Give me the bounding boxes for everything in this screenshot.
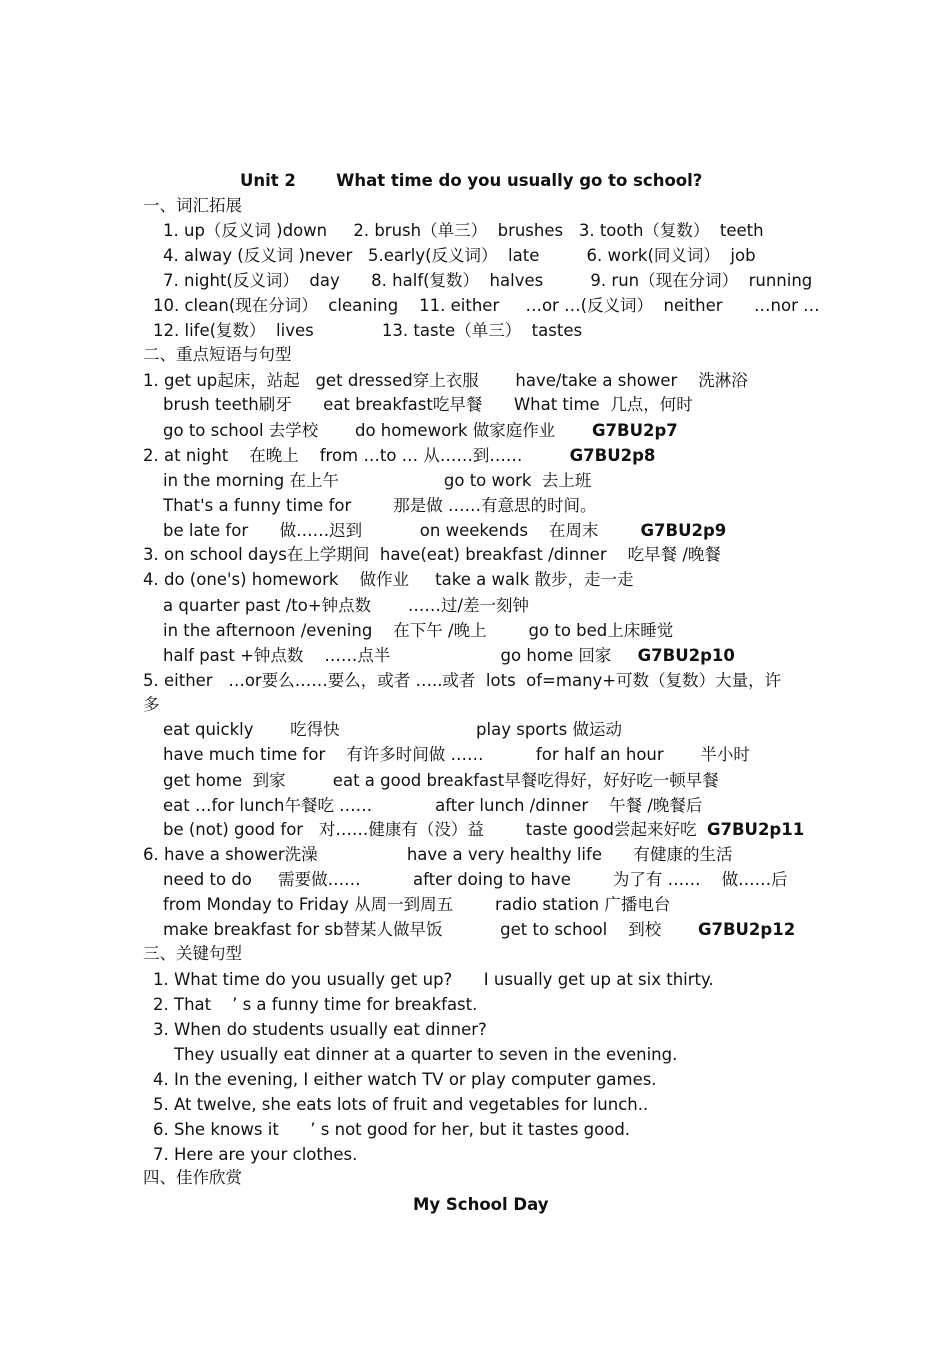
- phrase-line: from Monday to Friday 从周一到周五 radio station 广播电台: [163, 895, 671, 914]
- sentence-line: They usually eat dinner at a quarter to seven in the evening.: [153, 1045, 678, 1064]
- vocab-line: 12. life(复数） lives 13. taste（单三） tastes: [153, 321, 583, 340]
- section-heading-vocab: 一、词汇拓展: [143, 196, 242, 215]
- page-ref: G7BU2p8: [569, 446, 656, 465]
- page-ref: G7BU2p11: [706, 820, 805, 839]
- phrase-line: need to do 需要做…… after doing to have 为了有 …… 做……后: [163, 870, 788, 889]
- section-heading-essay: 四、佳作欣赏: [143, 1168, 242, 1187]
- phrase-line: That's a funny time for 那是做 ……有意思的时间。: [163, 496, 597, 515]
- sentence-line: 7. Here are your clothes.: [153, 1145, 358, 1164]
- page-ref: G7BU2p12: [697, 920, 796, 939]
- sentence-line: 1. What time do you usually get up? I usually get up at six thirty.: [153, 970, 714, 989]
- phrase-line: make breakfast for sb替某人做早饭 get to school 到校 G7BU2p12: [163, 920, 796, 939]
- phrase-line: get home 到家 eat a good breakfast早餐吃得好，好好吃一顿早餐: [163, 771, 719, 790]
- sentence-line: 5. At twelve, she eats lots of fruit and vegetables for lunch..: [153, 1095, 649, 1114]
- page-title: Unit 2 What time do you usually go to school?: [240, 171, 703, 190]
- section-heading-sentences: 三、关键句型: [143, 944, 242, 963]
- phrase-line: 多: [143, 695, 160, 714]
- phrase-line: 2. at night 在晚上 from …to … 从……到…… G7BU2p8: [143, 446, 656, 465]
- phrase-line: 3. on school days在上学期间 have(eat) breakfast /dinner 吃早餐 /晚餐: [143, 545, 721, 564]
- phrase-line: eat quickly 吃得快 play sports 做运动: [163, 720, 622, 739]
- sentence-line: 2. That ’ s a funny time for breakfast.: [153, 995, 478, 1014]
- vocab-line: 4. alway (反义词 )never 5.early(反义词） late 6. work(同义词） job: [163, 246, 756, 265]
- phrase-line: go to school 去学校 do homework 做家庭作业 G7BU2p7: [163, 421, 678, 440]
- phrase-line: be (not) good for 对……健康有（没）益 taste good尝起来好吃 G7BU2p11: [163, 820, 805, 839]
- page-ref: G7BU2p7: [591, 421, 678, 440]
- phrase-line: 6. have a shower洗澡 have a very healthy life 有健康的生活: [143, 845, 733, 864]
- phrase-line: be late for 做……迟到 on weekends 在周末 G7BU2p9: [163, 521, 727, 540]
- phrase-line: 1. get up起床，站起 get dressed穿上衣服 have/take a shower 洗淋浴: [143, 371, 748, 390]
- phrase-line: 4. do (one's) homework 做作业 take a walk 散步，走一走: [143, 570, 634, 589]
- page-ref: G7BU2p10: [637, 646, 735, 665]
- phrase-line: eat …for lunch午餐吃 …… after lunch /dinner 午餐 /晚餐后: [163, 796, 703, 815]
- phrase-line: in the morning 在上午 go to work 去上班: [163, 471, 592, 490]
- phrase-line: brush teeth刷牙 eat breakfast吃早餐 What time 几点，何时: [163, 395, 693, 414]
- phrase-line: a quarter past /to+钟点数 ……过/差一刻钟: [163, 596, 529, 615]
- section-heading-phrases: 二、重点短语与句型: [143, 345, 292, 364]
- phrase-line: half past +钟点数 ……点半 go home 回家 G7BU2p10: [163, 646, 735, 665]
- phrase-line: 5. either …or要么……要么，或者 …..或者 lots of=many+可数（复数）大量，许: [143, 671, 782, 690]
- phrase-line: have much time for 有许多时间做 …… for half an hour 半小时: [163, 745, 750, 764]
- sentence-line: 3. When do students usually eat dinner?: [153, 1020, 487, 1039]
- essay-title: My School Day: [413, 1195, 549, 1214]
- sentence-line: 6. She knows it ’ s not good for her, but it tastes good.: [153, 1120, 631, 1139]
- page-ref: G7BU2p9: [640, 521, 727, 540]
- sentence-line: 4. In the evening, I either watch TV or play computer games.: [153, 1070, 657, 1089]
- vocab-line: 7. night(反义词） day 8. half(复数） halves 9. run（现在分词） running: [163, 271, 813, 290]
- phrase-line: in the afternoon /evening 在下午 /晚上 go to bed上床睡觉: [163, 621, 674, 640]
- vocab-line: 10. clean(现在分词） cleaning 11. either …or …(反义词） neither …nor …: [153, 296, 820, 315]
- vocab-line: 1. up（反义词 )down 2. brush（单三） brushes 3. tooth（复数） teeth: [163, 221, 764, 240]
